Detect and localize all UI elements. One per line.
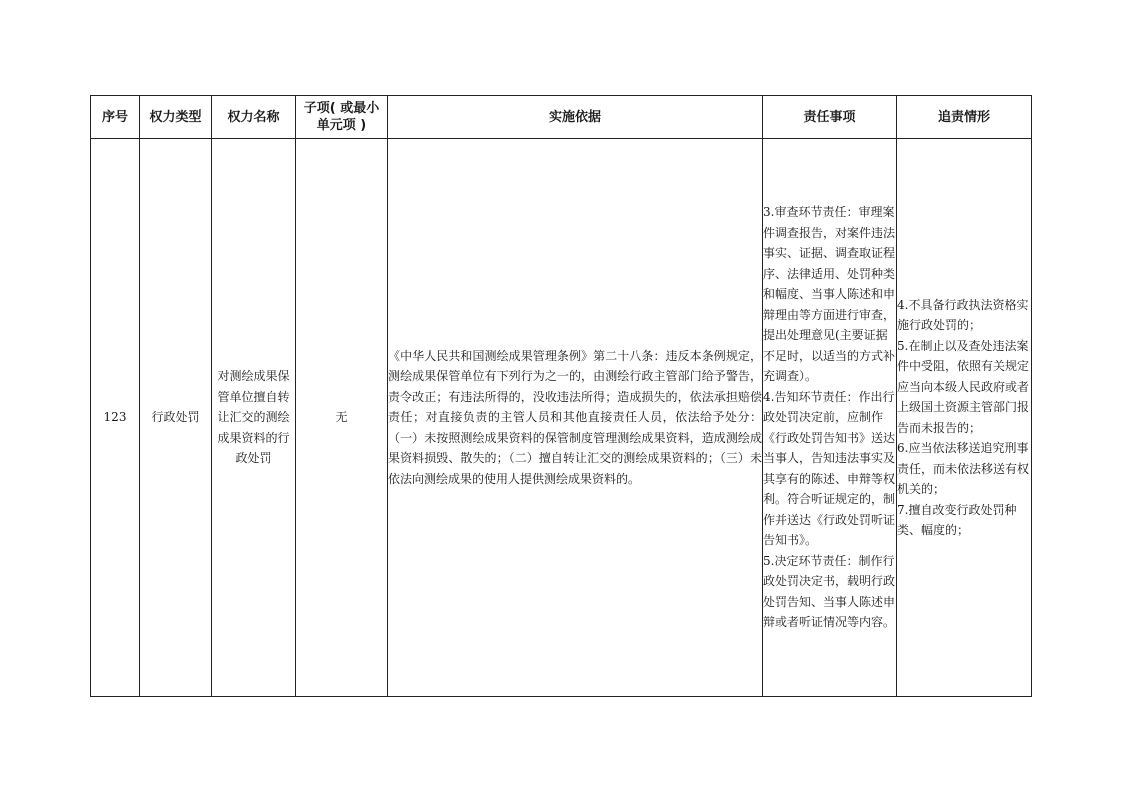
table-header-row — [91, 96, 1032, 139]
cell-seq: 123 — [91, 139, 140, 697]
power-list-table — [90, 95, 1032, 697]
table-row — [91, 139, 1032, 697]
cell-sub-item: 无 — [296, 139, 388, 697]
cell-accountability: 4.不具备行政执法资格实施行政处罚的； 5.在制止以及查处违法案件中受阻，依照有关规定应当向本级人民政府或者上级国土资源主管部门报告而未报告的； 6.应当依法移送追究刑事责任，而未依法移送有权机关的； 7.擅自改变行政处罚种类、幅度的； — [897, 139, 1032, 697]
cell-responsibility: 3.审查环节责任：审理案件调查报告，对案件违法事实、证据、调查取证程序、法律适用、处罚种类和幅度、当事人陈述和申辩理由等方面进行审查，提出处理意见(主要证据不足时，以适当的方式补充调查）。 4.告知环节责任：作出行政处罚决定前，应制作《行政处罚告知书》送达当事人，告知违法事实及其享有的陈述、申辩等权利。符合听证规定的，制作并送达《行政处罚听证告知书》。 5.决定环节责任：制作行政处罚决定书，载明行政处罚告知、当事人陈述申辩或者听证情况等内容。 — [763, 139, 897, 697]
cell-basis: 《中华人民共和国测绘成果管理条例》第二十八条：违反本条例规定，测绘成果保管单位有下列行为之一的，由测绘行政主管部门给予警告，责令改正；有违法所得的，没收违法所得；造成损失的，依法承担赔偿责任；对直接负责的主管人员和其他直接责任人员，依法给予处分：（一）未按照测绘成果资料的保管制度管理测绘成果资料，造成测绘成果资料损毁、散失的；（二）擅自转让汇交的测绘成果资料的；（三）未依法向测绘成果的使用人提供测绘成果资料的。 — [388, 139, 763, 697]
header-accountability: 追责情形 — [897, 96, 1032, 139]
header-basis: 实施依据 — [388, 96, 763, 139]
cell-power-name: 对测绘成果保管单位擅自转让汇交的测绘成果资料的行政处罚 — [212, 139, 296, 697]
header-responsibility: 责任事项 — [763, 96, 897, 139]
header-power-type: 权力类型 — [140, 96, 212, 139]
header-seq: 序号 — [91, 96, 140, 139]
cell-power-type: 行政处罚 — [140, 139, 212, 697]
header-sub-item: 子项( 或最小单元项 ) — [296, 96, 388, 139]
header-power-name: 权力名称 — [212, 96, 296, 139]
